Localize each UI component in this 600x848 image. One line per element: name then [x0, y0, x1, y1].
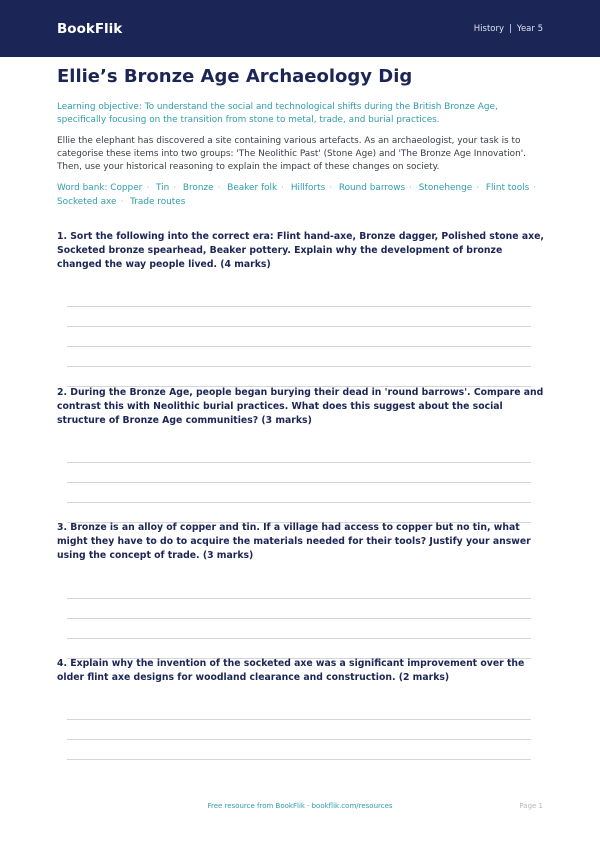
bullet-separator: ·	[329, 183, 333, 193]
answer-line[interactable]	[67, 306, 531, 307]
breadcrumb-separator: |	[509, 23, 512, 34]
subject-label: History	[473, 23, 505, 34]
page-title: Ellie’s Bronze Age Archaeology Dig	[57, 66, 413, 87]
footer-credit[interactable]: Free resource from BookFlik · bookflik.com/resources	[207, 802, 393, 810]
answer-line[interactable]	[67, 638, 531, 639]
answer-line[interactable]	[67, 618, 531, 619]
header-bar	[0, 0, 600, 57]
word-bank-item: Trade routes	[130, 197, 186, 207]
answer-line[interactable]	[67, 346, 531, 347]
question-3: 3. Bronze is an alloy of copper and tin. If a village had access to copper but no tin, what might they have to do to acquire the materials needed for their tools? Justify your answer using the concept of trade. (3 marks)	[57, 522, 531, 561]
answer-line[interactable]	[67, 739, 531, 740]
intro-paragraph: Ellie the elephant has discovered a site containing various artefacts. As an archaeologist, your task is to categorise these items into two groups: 'The Neolithic Past' (Stone Age) and 'The Bronze Age Innovation'. Then, use your historical reasoning to explain the impact of these changes on society.	[57, 136, 526, 172]
answer-line[interactable]	[67, 482, 531, 483]
bullet-separator: ·	[217, 183, 221, 193]
word-bank-item: Tin	[155, 183, 170, 193]
word-bank-item: Socketed axe	[57, 197, 117, 207]
learning-objective: Learning objective: To understand the social and technological shifts during the British Bronze Age, specifically focusing on the transition from stone to metal, trade, and burial practices.	[57, 102, 498, 125]
question-4: 4. Explain why the invention of the socketed axe was a significant improvement over the older flint axe designs for woodland clearance and construction. (2 marks)	[57, 658, 525, 683]
page-number: Page 1	[519, 802, 543, 810]
word-bank-item: Round barrows	[338, 183, 406, 193]
word-bank-item: Flint tools	[485, 183, 530, 193]
answer-line[interactable]	[67, 326, 531, 327]
answer-line[interactable]	[67, 366, 531, 367]
bullet-separator: ·	[173, 183, 177, 193]
word-bank-item: Copper	[110, 183, 143, 193]
bullet-separator: ·	[476, 183, 480, 193]
bullet-separator: ·	[281, 183, 284, 193]
answer-line[interactable]	[67, 719, 531, 720]
word-bank	[57, 181, 543, 209]
word-bank-item: Bronze	[182, 183, 214, 193]
bullet-separator: ·	[533, 183, 537, 193]
word-bank-item: Beaker folk	[227, 183, 278, 193]
answer-line[interactable]	[67, 759, 531, 760]
answer-line[interactable]	[67, 598, 531, 599]
word-bank-label: Word bank:	[57, 183, 108, 193]
question-2: 2. During the Bronze Age, people began burying their dead in 'round barrows'. Compare and contrast this with Neolithic burial practices. What does this suggest about the social structure of Bronze Age communities? (3 marks)	[57, 387, 544, 426]
answer-line[interactable]	[67, 462, 531, 463]
answer-line[interactable]	[67, 502, 531, 503]
brand-logo[interactable]: BookFlik	[57, 20, 123, 37]
word-bank-item: Hillforts	[290, 183, 326, 193]
word-bank-item: Stonehenge	[418, 183, 473, 193]
bullet-separator: ·	[120, 197, 124, 207]
breadcrumb	[474, 24, 543, 34]
page-footer	[0, 802, 600, 816]
bullet-separator: ·	[146, 183, 150, 193]
bullet-separator: ·	[409, 183, 412, 193]
year-label: Year 5	[516, 23, 543, 34]
question-1: 1. Sort the following into the correct era: Flint hand-axe, Bronze dagger, Polished stone axe, Socketed bronze spearhead, Beaker pottery. Explain why the development of bronze changed the way people lived. (4 marks)	[57, 231, 544, 270]
worksheet-intro	[57, 66, 543, 209]
